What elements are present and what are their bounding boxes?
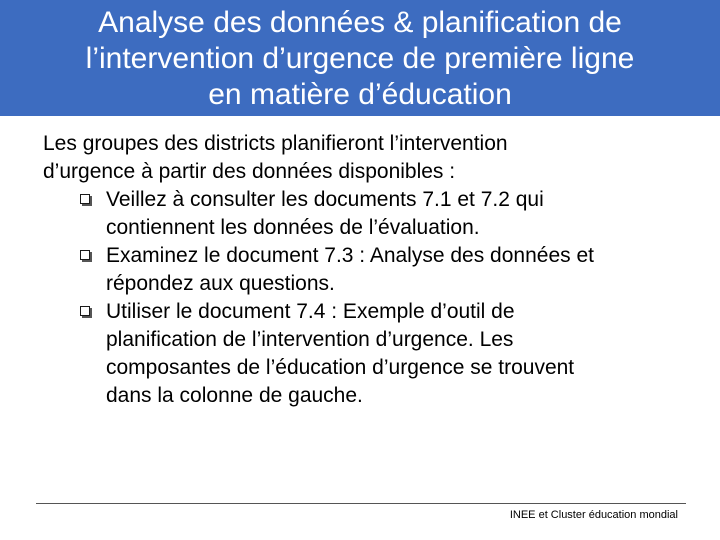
slide-title-line: l’intervention d’urgence de première ligne — [85, 42, 635, 75]
slide-title-line: Analyse des données & planification de — [98, 6, 622, 39]
bullet-list — [43, 186, 693, 410]
footer-credit: INEE et Cluster éducation mondial — [509, 509, 678, 521]
bullet-item — [43, 298, 693, 410]
checkbox-bullet-icon — [80, 250, 90, 260]
bullet-line: composantes de l’éducation d’urgence se trouvent — [106, 356, 575, 379]
checkbox-bullet-icon — [80, 194, 90, 204]
bullet-item — [43, 242, 693, 298]
intro-line: d’urgence à partir des données disponibles : — [43, 160, 456, 183]
intro-line: Les groupes des districts planifieront l’intervention — [43, 132, 508, 155]
bullet-line: contiennent les données de l’évaluation. — [106, 216, 480, 239]
checkbox-bullet-icon — [80, 306, 90, 316]
slide-title — [0, 5, 720, 113]
intro-paragraph — [43, 130, 693, 186]
bullet-line: planification de l’intervention d’urgence. Les — [106, 328, 514, 351]
bullet-line: Examinez le document 7.3 : Analyse des données et — [106, 244, 594, 267]
bullet-item — [43, 186, 693, 242]
bullet-line: dans la colonne de gauche. — [106, 384, 363, 407]
bullet-line: répondez aux questions. — [106, 272, 335, 295]
bullet-line: Utiliser le document 7.4 : Exemple d’outil de — [106, 300, 515, 323]
bullet-line: Veillez à consulter les documents 7.1 et 7.2 qui — [106, 188, 544, 211]
title-bar — [0, 0, 720, 116]
footer-divider — [36, 503, 686, 504]
slide-title-line: en matière d’éducation — [208, 78, 512, 111]
slide-body — [43, 130, 693, 410]
